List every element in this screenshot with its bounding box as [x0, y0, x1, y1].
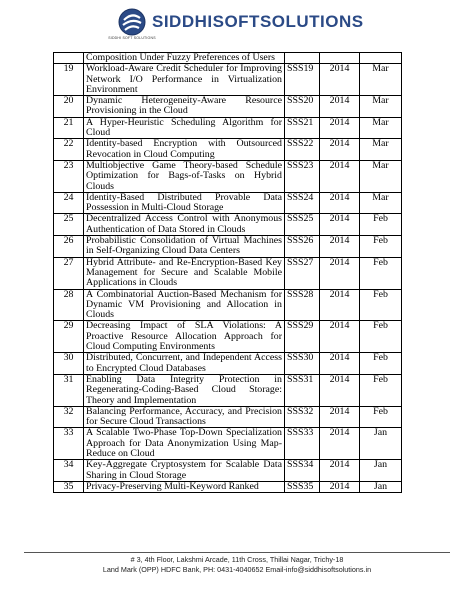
project-year: [320, 53, 360, 64]
project-year: 2014: [320, 64, 360, 96]
project-year: 2014: [320, 289, 360, 321]
brand-name: SIDDHISOFTSOLUTIONS: [152, 12, 364, 31]
table-row: [54, 192, 402, 214]
row-number: 28: [54, 289, 84, 321]
project-title: A Scalable Two-Phase Top-Down Specialization Approach for Data Anonymization Using Map-Reduce on Cloud: [84, 428, 285, 460]
project-title: Dynamic Heterogeneity-Aware Resource Provisioning in the Cloud: [84, 96, 285, 118]
project-month: Feb: [360, 353, 402, 375]
table-row: [54, 139, 402, 161]
project-code: SSS35: [285, 481, 320, 492]
project-month: Jan: [360, 428, 402, 460]
table-row: [54, 64, 402, 96]
row-number: 26: [54, 236, 84, 258]
project-month: Mar: [360, 117, 402, 139]
project-year: 2014: [320, 428, 360, 460]
project-month: Mar: [360, 96, 402, 118]
table-body: [54, 53, 402, 493]
row-number: 24: [54, 192, 84, 214]
table-row: [54, 321, 402, 353]
project-code: SSS26: [285, 236, 320, 258]
project-code: SSS27: [285, 257, 320, 289]
table-row: [54, 374, 402, 406]
row-number: 22: [54, 139, 84, 161]
page-header: [0, 0, 474, 56]
logo-caption: SIDDHI SOFT SOLUTIONS: [108, 36, 156, 40]
table-row: [54, 353, 402, 375]
project-month: Feb: [360, 374, 402, 406]
project-title: Composition Under Fuzzy Preferences of Users: [84, 53, 285, 64]
project-year: 2014: [320, 353, 360, 375]
project-code: SSS31: [285, 374, 320, 406]
project-code: SSS22: [285, 139, 320, 161]
project-year: 2014: [320, 481, 360, 492]
table-row: [54, 96, 402, 118]
project-month: Mar: [360, 139, 402, 161]
row-number: 25: [54, 214, 84, 236]
project-code: SSS21: [285, 117, 320, 139]
project-month: Mar: [360, 64, 402, 96]
row-number: 27: [54, 257, 84, 289]
table-row: [54, 289, 402, 321]
project-month: Jan: [360, 460, 402, 482]
project-year: 2014: [320, 374, 360, 406]
project-year: 2014: [320, 406, 360, 428]
project-year: 2014: [320, 236, 360, 258]
project-title: Multiobjective Game Theory-based Schedule Optimization for Bags-of-Tasks on Hybrid Clouds: [84, 160, 285, 192]
project-title: Enabling Data Integrity Protection in Regenerating-Coding-Based Cloud Storage: Theory and Implementation: [84, 374, 285, 406]
project-code: SSS32: [285, 406, 320, 428]
project-year: 2014: [320, 192, 360, 214]
project-year: 2014: [320, 160, 360, 192]
project-code: SSS24: [285, 192, 320, 214]
project-list-table: [53, 52, 402, 493]
footer-divider: [24, 552, 450, 553]
project-title: Privacy-Preserving Multi-Keyword Ranked: [84, 481, 285, 492]
page-footer: [0, 555, 474, 575]
project-title: Balancing Performance, Accuracy, and Precision for Secure Cloud Transactions: [84, 406, 285, 428]
project-month: Mar: [360, 160, 402, 192]
row-number: 32: [54, 406, 84, 428]
footer-address: # 3, 4th Floor, Lakshmi Arcade, 11th Cross, Thillai Nagar, Trichy-18: [130, 555, 344, 564]
project-year: 2014: [320, 96, 360, 118]
project-code: SSS19: [285, 64, 320, 96]
project-title: Identity-Based Distributed Provable Data Possession in Multi-Cloud Storage: [84, 192, 285, 214]
row-number: 23: [54, 160, 84, 192]
project-title: Identity-based Encryption with Outsourced Revocation in Cloud Computing: [84, 139, 285, 161]
project-code: SSS25: [285, 214, 320, 236]
table-row: [54, 428, 402, 460]
table-row: [54, 160, 402, 192]
project-code: SSS20: [285, 96, 320, 118]
table-row: [54, 53, 402, 64]
table-row: [54, 460, 402, 482]
project-month: Feb: [360, 257, 402, 289]
project-title: Hybrid Attribute- and Re-Encryption-Based Key Management for Secure and Scalable Mobile Applications in Clouds: [84, 257, 285, 289]
project-year: 2014: [320, 214, 360, 236]
project-month: Feb: [360, 214, 402, 236]
table-row: [54, 236, 402, 258]
row-number: [54, 53, 84, 64]
project-code: SSS30: [285, 353, 320, 375]
table-row: [54, 117, 402, 139]
project-code: [285, 53, 320, 64]
project-month: Feb: [360, 321, 402, 353]
row-number: 33: [54, 428, 84, 460]
row-number: 34: [54, 460, 84, 482]
project-month: Jan: [360, 481, 402, 492]
project-code: SSS33: [285, 428, 320, 460]
project-month: Feb: [360, 289, 402, 321]
row-number: 20: [54, 96, 84, 118]
project-code: SSS23: [285, 160, 320, 192]
project-month: Feb: [360, 406, 402, 428]
project-year: 2014: [320, 117, 360, 139]
project-title: Decreasing Impact of SLA Violations: A Proactive Resource Allocation Approach for Cloud Computing Environments: [84, 321, 285, 353]
project-year: 2014: [320, 321, 360, 353]
project-month: [360, 53, 402, 64]
project-title: Probabilistic Consolidation of Virtual Machines in Self-Organizing Cloud Data Centers: [84, 236, 285, 258]
row-number: 29: [54, 321, 84, 353]
table-row: [54, 406, 402, 428]
row-number: 31: [54, 374, 84, 406]
table-row: [54, 257, 402, 289]
project-title: Distributed, Concurrent, and Independent Access to Encrypted Cloud Databases: [84, 353, 285, 375]
company-logo-icon: [118, 8, 146, 36]
row-number: 35: [54, 481, 84, 492]
project-code: SSS28: [285, 289, 320, 321]
table-row: [54, 481, 402, 492]
project-year: 2014: [320, 257, 360, 289]
project-code: SSS34: [285, 460, 320, 482]
table-row: [54, 214, 402, 236]
project-title: Decentralized Access Control with Anonymous Authentication of Data Stored in Clouds: [84, 214, 285, 236]
row-number: 30: [54, 353, 84, 375]
project-month: Mar: [360, 192, 402, 214]
project-year: 2014: [320, 139, 360, 161]
project-title: A Combinatorial Auction-Based Mechanism for Dynamic VM Provisioning and Allocation in Clouds: [84, 289, 285, 321]
project-title: Workload-Aware Credit Scheduler for Improving Network I/O Performance in Virtualization Environment: [84, 64, 285, 96]
project-title: Key-Aggregate Cryptosystem for Scalable Data Sharing in Cloud Storage: [84, 460, 285, 482]
project-code: SSS29: [285, 321, 320, 353]
project-year: 2014: [320, 460, 360, 482]
row-number: 19: [54, 64, 84, 96]
project-title: A Hyper-Heuristic Scheduling Algorithm for Cloud: [84, 117, 285, 139]
row-number: 21: [54, 117, 84, 139]
project-month: Feb: [360, 236, 402, 258]
footer-contact: Land Mark (OPP) HDFC Bank, PH: 0431-4040652 Email-info@siddhisoftsolutions.in: [102, 565, 372, 574]
